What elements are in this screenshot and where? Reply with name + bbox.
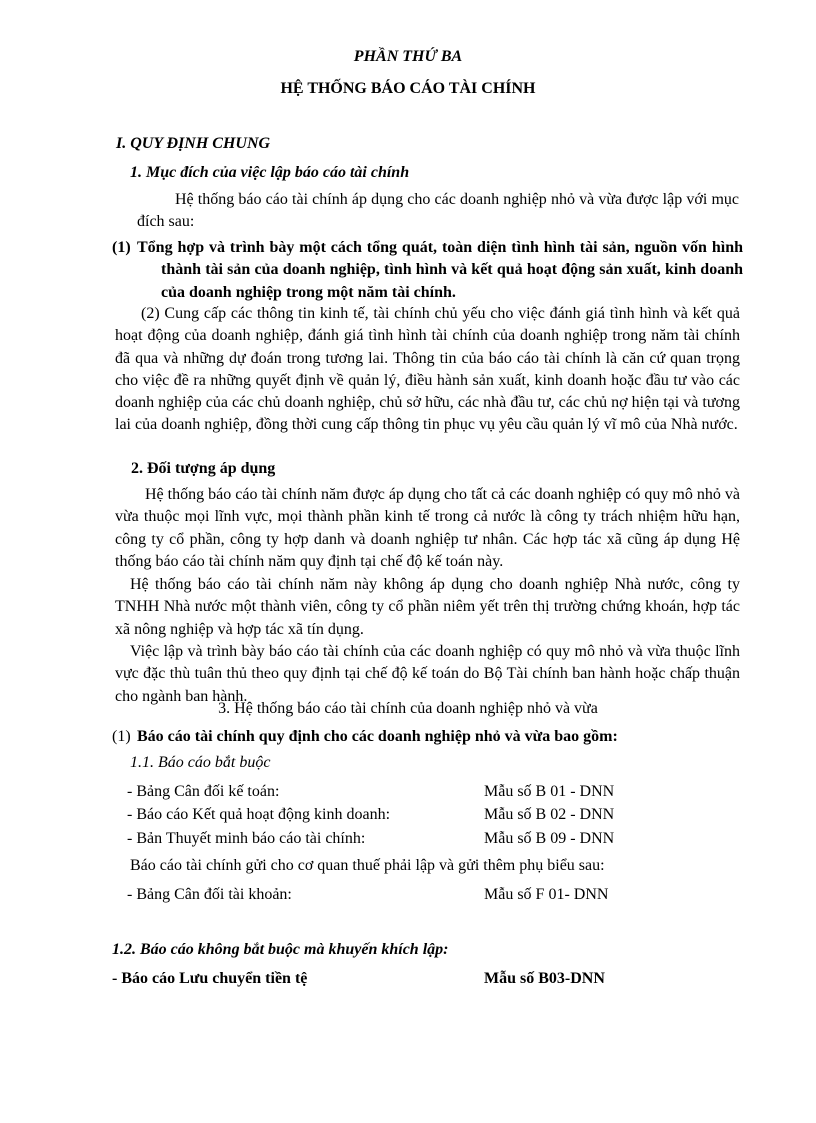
subsection-heading-purpose: 1. Mục đích của việc lập báo cáo tài chính — [130, 164, 410, 181]
subsection-heading-scope: 2. Đối tượng áp dụng — [131, 460, 276, 477]
system-item-text: Báo cáo tài chính quy định cho các doanh nghiệp nhỏ và vừa bao gồm: — [137, 728, 618, 745]
purpose-item-1-number: (1) — [112, 239, 131, 256]
tax-note: Báo cáo tài chính gửi cho cơ quan thuế phải lập và gửi thêm phụ biểu sau: — [130, 857, 605, 874]
subsection-heading-system: 3. Hệ thống báo cáo tài chính của doanh nghiệp nhỏ và vừa — [218, 700, 598, 717]
tax-report-name: - Bảng Cân đối tài khoản: — [127, 886, 292, 903]
purpose-item-2: (2) Cung cấp các thông tin kinh tế, tài chính chủ yếu cho việc đánh giá tình hình và kết quả hoạt động của doanh nghiệp, đánh giá tình hình tài chính của doanh nghiệp trong năm tài chính đã qua và những dự đoán trong tương lai. Thông tin của báo cáo tài chính là căn cứ quan trọng cho việc đề ra những quyết định về quản lý, điều hành sản xuất, kinh doanh hoặc đầu tư vào các doanh nghiệp của các chủ doanh nghiệp, chủ sở hữu, các nhà đầu tư, các chủ nợ hiện tại và tương lai của doanh nghiệp, đồng thời cung cấp thông tin phục vụ yêu cầu quản lý vĩ mô của Nhà nước. — [115, 305, 740, 434]
report-name: - Bảng Cân đối kế toán: — [127, 783, 280, 800]
page-title: HỆ THỐNG BÁO CÁO TÀI CHÍNH — [280, 80, 536, 97]
scope-paragraph-1: Hệ thống báo cáo tài chính năm được áp dụng cho tất cả các doanh nghiệp có quy mô nhỏ và vừa thuộc mọi lĩnh vực, mọi thành phần kinh tế trong cả nước là công ty trách nhiệm hữu hạn, công ty cổ phần, công ty hợp danh và doanh nghiệp tư nhân. Các hợp tác xã cũng áp dụng Hệ thống báo cáo tài chính năm quy định tại chế độ kế toán này. — [115, 486, 740, 570]
report-form-number: Mẫu số B 02 - DNN — [484, 806, 615, 823]
report-name: - Báo cáo Kết quả hoạt động kinh doanh: — [127, 806, 391, 823]
report-form-number: Mẫu số B 01 - DNN — [484, 783, 615, 800]
section-heading: I. QUY ĐỊNH CHUNG — [116, 135, 271, 152]
report-name: - Bản Thuyết minh báo cáo tài chính: — [127, 830, 366, 847]
system-item-number: (1) — [112, 728, 131, 745]
tax-report-form-number: Mẫu số F 01- DNN — [484, 886, 609, 903]
report-form-number: Mẫu số B 09 - DNN — [484, 830, 615, 847]
mandatory-reports-heading: 1.1. Báo cáo bắt buộc — [130, 754, 271, 771]
scope-paragraph-3: Việc lập và trình bày báo cáo tài chính của các doanh nghiệp có quy mô nhỏ và vừa thuộc lĩnh vực đặc thù tuân thủ theo quy định tại chế độ kế toán do Bộ Tài chính ban hành hoặc chấp thuận cho ngành ban hành. — [115, 643, 740, 705]
part-label: PHẦN THỨ BA — [353, 48, 463, 65]
optional-reports-heading: 1.2. Báo cáo không bắt buộc mà khuyến khích lập: — [112, 941, 449, 958]
purpose-intro: Hệ thống báo cáo tài chính áp dụng cho các doanh nghiệp nhỏ và vừa được lập với mục đích sau: — [137, 191, 739, 231]
purpose-item-1: Tổng hợp và trình bày một cách tổng quát, toàn diện tình hình tài sản, nguồn vốn hình thành tài sản của doanh nghiệp, tình hình và kết quả hoạt động sản xuất, kinh doanh của doanh nghiệp trong một năm tài chính. — [137, 239, 743, 301]
scope-paragraph-2: Hệ thống báo cáo tài chính năm này không áp dụng cho doanh nghiệp Nhà nước, công ty TNHH Nhà nước một thành viên, công ty cổ phần niêm yết trên thị trường chứng khoán, hợp tác xã nông nghiệp và hợp tác xã tín dụng. — [115, 576, 740, 638]
optional-report-form-number: Mẫu số B03-DNN — [484, 970, 605, 987]
optional-report-name: - Báo cáo Lưu chuyển tiền tệ — [112, 970, 308, 987]
